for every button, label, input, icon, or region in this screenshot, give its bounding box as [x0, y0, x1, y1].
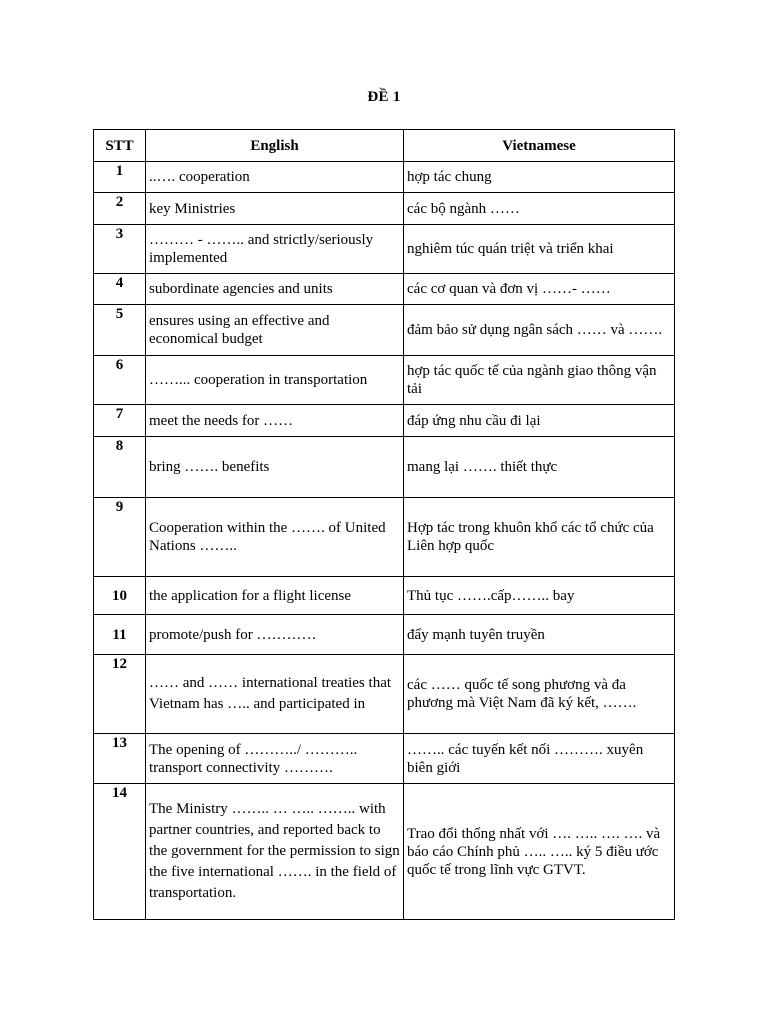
row-number: 5	[94, 305, 146, 356]
english-term: subordinate agencies and units	[146, 274, 404, 305]
english-term: meet the needs for ……	[146, 405, 404, 437]
row-number: 12	[94, 655, 146, 734]
table-row	[94, 498, 675, 577]
vietnamese-term: các …… quốc tế song phương và đa phương mà Việt Nam đã ký kết, …….	[404, 655, 675, 734]
header-stt: STT	[94, 130, 146, 162]
english-term: key Ministries	[146, 193, 404, 225]
vietnamese-term: hợp tác chung	[404, 162, 675, 193]
vietnamese-term: đáp ứng nhu cầu đi lại	[404, 405, 675, 437]
english-term: ……... cooperation in transportation	[146, 356, 404, 405]
row-number: 8	[94, 437, 146, 498]
row-number: 4	[94, 274, 146, 305]
table-row	[94, 274, 675, 305]
table-row	[94, 615, 675, 655]
vocabulary-table	[93, 129, 675, 920]
english-term: ……… - …….. and strictly/seriously implemented	[146, 225, 404, 274]
row-number: 10	[94, 577, 146, 615]
vietnamese-term: Hợp tác trong khuôn khổ các tổ chức của Liên hợp quốc	[404, 498, 675, 577]
english-term: bring ……. benefits	[146, 437, 404, 498]
table-row	[94, 784, 675, 920]
table-row	[94, 655, 675, 734]
table-row	[94, 305, 675, 356]
row-number: 13	[94, 734, 146, 784]
row-number: 1	[94, 162, 146, 193]
vietnamese-term: Thủ tục …….cấp…….. bay	[404, 577, 675, 615]
row-number: 3	[94, 225, 146, 274]
table-header-row	[94, 130, 675, 162]
row-number: 11	[94, 615, 146, 655]
vietnamese-term: nghiêm túc quán triệt và triển khai	[404, 225, 675, 274]
vietnamese-term: đảm bảo sử dụng ngân sách …… và …….	[404, 305, 675, 356]
table-row	[94, 577, 675, 615]
header-vietnamese: Vietnamese	[404, 130, 675, 162]
row-number: 9	[94, 498, 146, 577]
table-row	[94, 356, 675, 405]
english-term: promote/push for …………	[146, 615, 404, 655]
english-term: ensures using an effective and economical budget	[146, 305, 404, 356]
table-row	[94, 437, 675, 498]
vietnamese-term: …….. các tuyến kết nối ………. xuyên biên giới	[404, 734, 675, 784]
vietnamese-term: các cơ quan và đơn vị ……- ……	[404, 274, 675, 305]
vietnamese-term: đẩy mạnh tuyên truyền	[404, 615, 675, 655]
vietnamese-term: các bộ ngành ……	[404, 193, 675, 225]
row-number: 7	[94, 405, 146, 437]
table-row	[94, 734, 675, 784]
row-number: 14	[94, 784, 146, 920]
page-title: ĐỀ 1	[367, 89, 401, 105]
english-term: The Ministry …….. … ….. …….. with partner countries, and reported back to the government for the permission to sign the five international ……. in the field of transportation.	[146, 784, 404, 920]
english-term: The opening of ………../ ……….. transport connectivity ……….	[146, 734, 404, 784]
row-number: 6	[94, 356, 146, 405]
vietnamese-term: mang lại ……. thiết thực	[404, 437, 675, 498]
table-row	[94, 162, 675, 193]
english-term: …… and …… international treaties that Vietnam has ….. and participated in	[146, 655, 404, 734]
english-term: the application for a flight license	[146, 577, 404, 615]
english-term: Cooperation within the ……. of United Nations ……..	[146, 498, 404, 577]
vietnamese-term: Trao đổi thống nhất với …. ….. …. …. và báo cáo Chính phủ ….. ….. ký 5 điều ước quốc tế trong lĩnh vực GTVT.	[404, 784, 675, 920]
table-row	[94, 405, 675, 437]
english-term: ..…. cooperation	[146, 162, 404, 193]
vietnamese-term: hợp tác quốc tế của ngành giao thông vận tải	[404, 356, 675, 405]
row-number: 2	[94, 193, 146, 225]
table-row	[94, 225, 675, 274]
header-english: English	[146, 130, 404, 162]
table-row	[94, 193, 675, 225]
